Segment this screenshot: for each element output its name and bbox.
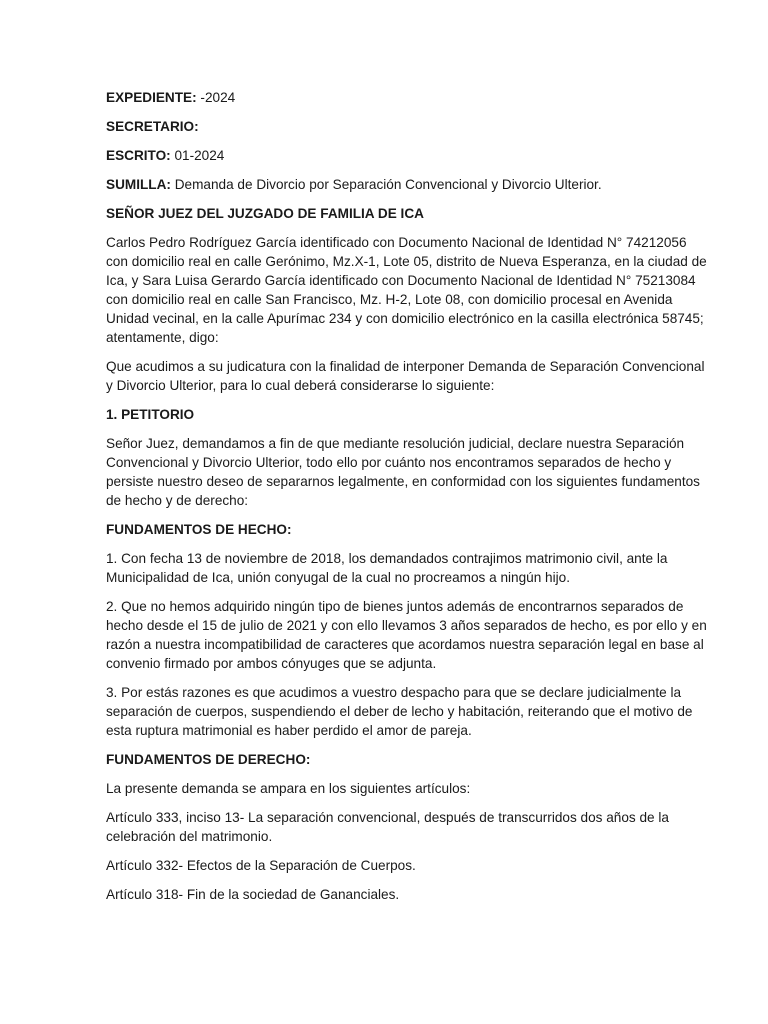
escrito-label: ESCRITO: [106,148,171,163]
article-line: Artículo 318- Fin de la sociedad de Gananciales. [106,887,400,902]
hecho-item-1 [106,549,666,587]
document-page [106,88,707,914]
expediente-label: EXPEDIENTE: [106,90,197,105]
sumilla-value: Demanda de Divorcio por Separación Convencional y Divorcio Ulterior. [170,177,602,192]
fundamentos-hecho-heading: FUNDAMENTOS DE HECHO: [106,522,292,537]
sumilla-label: SUMILLA: [106,177,171,192]
secretario-label: SECRETARIO: [106,119,199,134]
intro-line: Carlos Pedro Rodríguez García identificado con Documento Nacional de Identidad N° 74212056 [106,235,687,250]
hecho-item-3 [106,683,693,740]
article-line: Artículo 332- Efectos de la Separación de Cuerpos. [106,858,416,873]
hecho-line: 2. Que no hemos adquirido ningún tipo de bienes juntos además de encontrarnos separados de [106,599,684,614]
petitorio-paragraph [106,434,700,510]
intro-line: Ica, y Sara Luisa Gerardo García identificado con Documento Nacional de Identidad N° 75213084 [106,273,696,288]
hecho-item-2 [106,597,707,673]
escrito-line [106,146,666,165]
purpose-line: y Divorcio Ulterior, para lo cual deberá considerarse lo siguiente: [106,378,495,393]
article-line: Artículo 333, inciso 13- La separación convencional, después de transcurridos dos años de la [106,810,669,825]
escrito-value: 01-2024 [170,148,225,163]
hecho-line: separación de cuerpos, suspendiendo el deber de lecho y habitación, reiterando que el motivo de [106,704,693,719]
hecho-line: razón a nuestra incompatibilidad de caracteres que acordamos nuestra separación legal en base al [106,637,704,652]
hecho-line: 1. Con fecha 13 de noviembre de 2018, los demandados contrajimos matrimonio civil, ante la [106,551,668,566]
intro-paragraph [106,233,707,347]
expediente-line [106,88,666,107]
article-line: celebración del matrimonio. [106,829,273,844]
petitorio-line: Señor Juez, demandamos a fin de que mediante resolución judicial, declare nuestra Separación [106,436,685,451]
article-318 [106,885,666,904]
intro-line: atentamente, digo: [106,330,219,345]
article-332 [106,856,666,875]
secretario-line [106,117,666,136]
sumilla-line [106,175,666,194]
intro-line: con domicilio real en calle Gerónimo, Mz.X-1, Lote 05, distrito de Nueva Esperanza, en la ciudad de [106,254,707,269]
article-333 [106,808,669,846]
expediente-value: -2024 [196,90,236,105]
petitorio-line: persiste nuestro deseo de separarnos legalmente, en conformidad con los siguientes fundamentos [106,474,700,489]
petitorio-heading: 1. PETITORIO [106,407,195,422]
intro-line: con domicilio real en calle San Francisco, Mz. H-2, Lote 08, con domicilio procesal en Avenida [106,292,673,307]
purpose-paragraph [106,357,705,395]
hecho-line: esta ruptura matrimonial es haber perdido el amor de pareja. [106,723,472,738]
petitorio-line: Convencional y Divorcio Ulterior, todo ello por cuánto nos encontramos separados de hecho y [106,455,672,470]
fundamentos-derecho-heading: FUNDAMENTOS DE DERECHO: [106,752,311,767]
addressee-heading: SEÑOR JUEZ DEL JUZGADO DE FAMILIA DE ICA [106,206,424,221]
petitorio-line: de hecho y de derecho: [106,493,249,508]
purpose-line: Que acudimos a su judicatura con la finalidad de interponer Demanda de Separación Convencional [106,359,705,374]
intro-line: Unidad vecinal, en la calle Apurímac 234 y con domicilio electrónico en la casilla electrónica 58745; [106,311,704,326]
hecho-line: 3. Por estás razones es que acudimos a vuestro despacho para que se declare judicialmente la [106,685,682,700]
derecho-intro: La presente demanda se ampara en los siguientes artículos: [106,781,471,796]
hecho-line: convenio firmado por ambos cónyuges que se adjunta. [106,656,437,671]
hecho-line: hecho desde el 15 de julio de 2021 y con ello llevamos 3 años separados de hecho, es por ello y en [106,618,707,633]
hecho-line: Municipalidad de Ica, unión conyugal de la cual no procreamos a ningún hijo. [106,570,570,585]
